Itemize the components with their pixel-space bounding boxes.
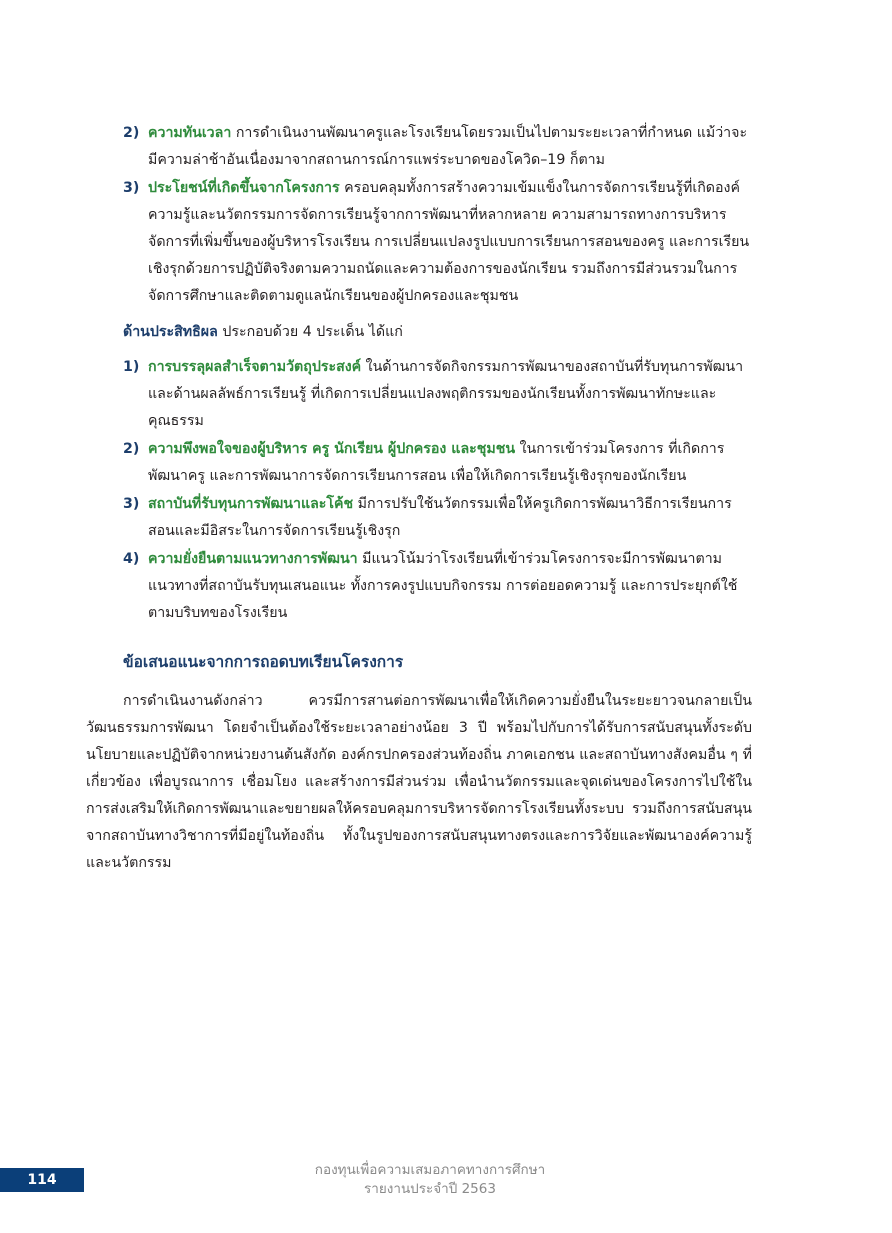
item-text: ในการเข้าร่วมโครงการ ที่เกิดการพัฒนาครู และการพัฒนาการจัดการเรียนการสอน เพื่อให้เกิดการเรียนรู้เชิงรุกของนักเรียน [148, 441, 725, 484]
recommendation-title: ข้อเสนอแนะจากการถอดบทเรียนโครงการ [123, 653, 404, 671]
item-heading: ความทันเวลา [148, 125, 232, 141]
effectiveness-title: ด้านประสิทธิผล [123, 324, 218, 340]
page-content [86, 120, 752, 877]
item-text: การดำเนินงานพัฒนาครูและโรงเรียนโดยรวมเป็นไปตามระยะเวลาที่กำหนด แม้ว่าจะมีความล่าช้าอันเนื่องมาจากสถานการณ์การแพร่ระบาดของโควิด–19 ก็ตาม [148, 125, 748, 168]
footer-report-title: รายงานประจำปี 2563 [364, 1181, 496, 1197]
item-number: 1) [123, 359, 140, 375]
footer [260, 1161, 600, 1199]
item-text: มีการปรับใช้นวัตกรรมเพื่อให้ครูเกิดการพัฒนาวิธีการเรียนการสอนและมีอิสระในการจัดการเรียนรู้เชิงรุก [148, 496, 732, 539]
item-heading: ความพึงพอใจของผู้บริหาร ครู นักเรียน ผู้ปกครอง และชุมชน [148, 441, 516, 457]
item-text: ในด้านการจัดกิจกรรมการพัฒนาของสถาบันที่รับทุนการพัฒนา และด้านผลลัพธ์การเรียนรู้ ที่เกิดการเปลี่ยนแปลงพฤติกรรมของนักเรียนทั้งการพัฒนาทักษะและคุณธรรม [148, 359, 744, 429]
list-item [86, 120, 752, 174]
recommendation-paragraph: การดำเนินงานดังกล่าว ควรมีการสานต่อการพัฒนาเพื่อให้เกิดความยั่งยืนในระยะยาวจนกลายเป็นวัฒนธรรมการพัฒนา โดยจำเป็นต้องใช้ระยะเวลาอย่างน้อย 3 ปี พร้อมไปกับการได้รับการสนับสนุนทั้งระดับนโยบายและปฏิบัติจากหน่วยงานต้นสังกัด องค์กรปกครองส่วนท้องถิ่น ภาคเอกชน และสถาบันทางสังคมอื่น ๆ ที่เกี่ยวข้อง เพื่อบูรณาการ เชื่อมโยง และสร้างการมีส่วนร่วม เพื่อนำนวัตกรรมและจุดเด่นของโครงการไปใช้ในการส่งเสริมให้เกิดการพัฒนาและขยายผลให้ครอบคลุมการบริหารจัดการโรงเรียนทั้งระบบ รวมถึงการสนับสนุนจากสถาบันทางวิชาการที่มีอยู่ในท้องถิ่น ทั้งในรูปของการสนับสนุนทางตรงและการวิจัยและพัฒนาองค์ความรู้และนวัตกรรม [86, 693, 752, 871]
list-item [86, 175, 752, 310]
item-number: 2) [123, 441, 140, 457]
footer-org-name: กองทุนเพื่อความเสมอภาคทางการศึกษา [314, 1162, 546, 1178]
item-number: 3) [123, 496, 140, 512]
item-heading: การบรรลุผลสำเร็จตามวัตถุประสงค์ [148, 359, 362, 375]
page-number: 114 [0, 1168, 84, 1192]
item-heading: ความยั่งยืนตามแนวทางการพัฒนา [148, 551, 358, 567]
list-item [86, 354, 752, 435]
item-text: มีแนวโน้มว่าโรงเรียนที่เข้าร่วมโครงการจะมีการพัฒนาตามแนวทางที่สถาบันรับทุนเสนอแนะ ทั้งการคงรูปแบบกิจกรรม การต่อยอดความรู้ และการประยุกต์ใช้ตามบริบทของโรงเรียน [148, 551, 738, 621]
effectiveness-intro: ประกอบด้วย 4 ประเด็น ได้แก่ [217, 324, 403, 340]
item-heading: ประโยชน์ที่เกิดขึ้นจากโครงการ [148, 180, 340, 196]
effectiveness-heading [123, 319, 752, 346]
list-item [86, 546, 752, 627]
item-number: 4) [123, 551, 140, 567]
item-text: ครอบคลุมทั้งการสร้างความเข้มแข็งในการจัดการเรียนรู้ที่เกิดองค์ความรู้และนวัตกรรมการจัดการเรียนรู้จากการพัฒนาที่หลากหลาย ความสามารถทางการบริหารจัดการที่เพิ่มขึ้นของผู้บริหารโรงเรียน การเปลี่ยนแปลงรูปแบบการเรียนการสอนของครู และการเรียนเชิงรุกด้วยการปฏิบัติจริงตามความถนัดและความต้องการของนักเรียน รวมถึงการมีส่วนรวมในการจัดการศึกษาและติดตามดูแลนักเรียนของผู้ปกครองและชุมชน [148, 180, 750, 304]
list-item [86, 436, 752, 490]
item-heading: สถาบันที่รับทุนการพัฒนาและโค้ช [148, 496, 354, 512]
list-item [86, 491, 752, 545]
item-number: 3) [123, 180, 140, 196]
item-number: 2) [123, 125, 140, 141]
